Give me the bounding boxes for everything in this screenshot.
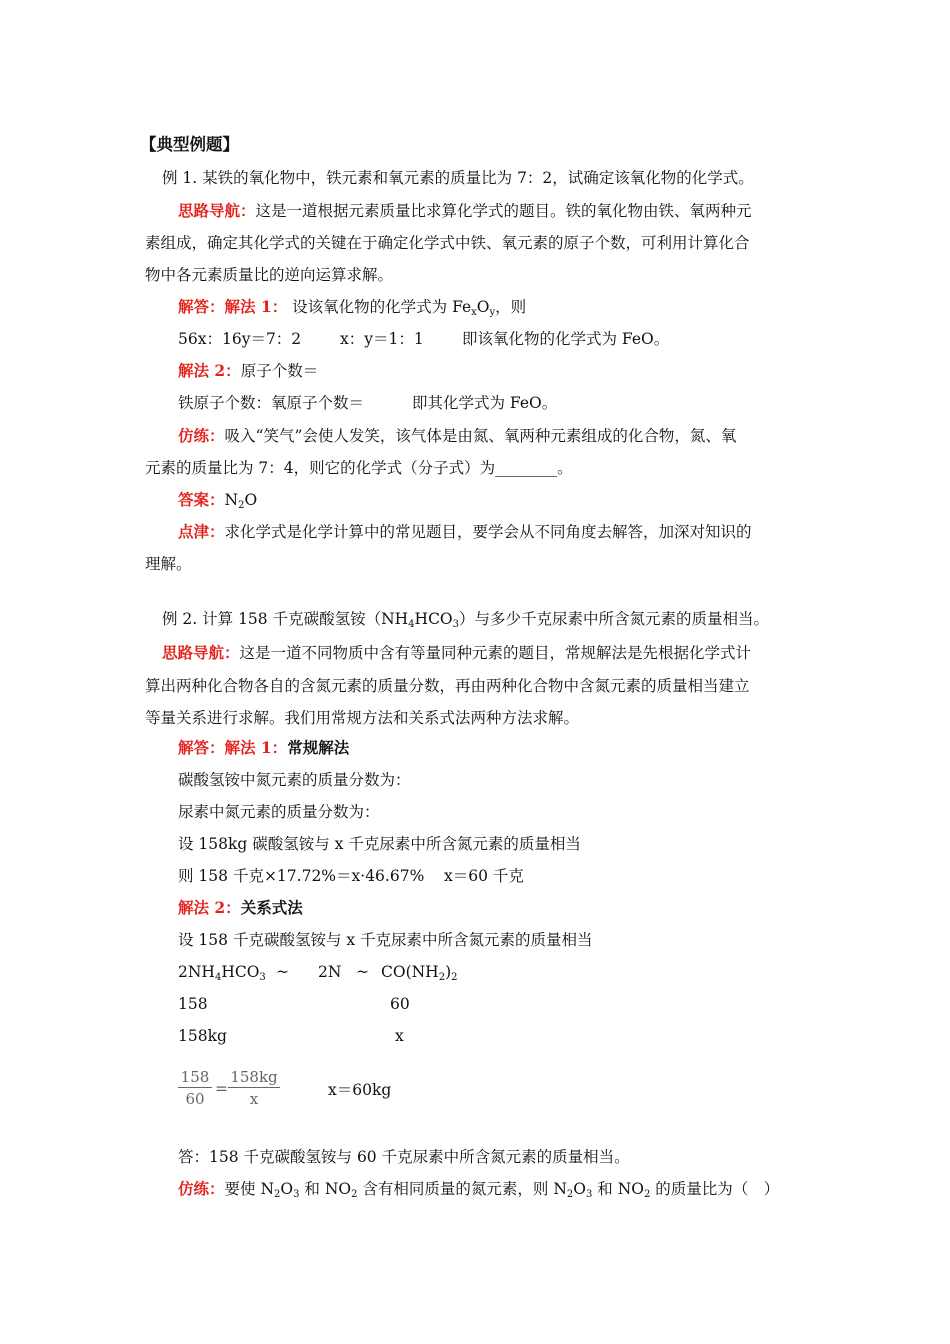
practice-2 xyxy=(178,1179,779,1199)
key-label: 答案： xyxy=(178,490,225,509)
subscript: 2 xyxy=(274,1189,281,1200)
formula-text: ) xyxy=(445,963,452,981)
fraction-numerator: 158 xyxy=(178,1068,212,1088)
relation-tilde-1: ~ xyxy=(276,963,289,981)
subscript: 3 xyxy=(452,619,460,630)
method-1-text: 设该氧化物的化学式为 Fe xyxy=(292,298,472,316)
method-2-label: 解法 2： xyxy=(178,898,241,917)
practice-label: 仿练： xyxy=(178,426,225,445)
subscript: 2 xyxy=(644,1189,651,1200)
relation-tilde-2: ~ xyxy=(356,963,369,981)
relation-actual-right: x xyxy=(395,1027,404,1045)
example-1-guide-line-2: 素组成，确定其化学式的关键在于确定化学式中铁、氧元素的原子个数，可利用计算化合 xyxy=(145,234,750,252)
tip-line-1 xyxy=(178,522,752,542)
calc-result: x：y＝1：1 xyxy=(340,330,424,348)
subscript: 3 xyxy=(586,1189,593,1200)
method-2-assumption: 设 158 千克碳酸氢铵与 x 千克尿素中所含氮元素的质量相当 xyxy=(178,931,593,949)
fraction-numerator: 158kg xyxy=(228,1068,280,1088)
relation-mass-left: 158 xyxy=(178,995,208,1013)
section-title: 【典型例题】 xyxy=(140,135,239,154)
fraction-denominator: x xyxy=(249,1090,259,1108)
method-2-name: 关系式法 xyxy=(240,898,303,917)
example-1-guide-line-1 xyxy=(178,201,752,221)
fraction-left xyxy=(178,1068,212,1108)
example-2-method-1 xyxy=(178,738,349,758)
method-2-text: 原子个数＝ xyxy=(240,362,319,380)
practice-text: 吸入“笑气”会使人发笑，该气体是由氮、氧两种元素组成的化合物，氮、氧 xyxy=(224,427,737,445)
subscript: 2 xyxy=(566,1189,574,1200)
question-text: ）与多少千克尿素中所含氮元素的质量相当。 xyxy=(459,610,770,628)
example-2-guide-line-1 xyxy=(162,643,751,663)
calc-conclusion: 即该氧化物的化学式为 FeO。 xyxy=(462,330,670,348)
practice-1-line-1 xyxy=(178,426,736,446)
relation-formula-mid: 2N xyxy=(318,963,342,981)
step-urea-fraction: 尿素中氮元素的质量分数为： xyxy=(178,803,380,821)
example-2-question xyxy=(162,609,769,629)
fraction-result: x＝60kg xyxy=(328,1081,392,1099)
example-1-guide-line-3: 物中各元素质量比的逆向运算求解。 xyxy=(145,266,394,284)
guide-text: 这是一道根据元素质量比求算化学式的题目。铁的氧化物由铁、氧两种元 xyxy=(255,202,752,220)
subscript: 3 xyxy=(259,972,266,983)
relation-formula-right xyxy=(381,962,458,982)
example-2-guide-line-2: 算出两种化合物各自的含氮元素的质量分数，再由两种化合物中含氮元素的质量相当建立 xyxy=(145,677,750,695)
subscript: y xyxy=(489,307,496,318)
guide-label: 思路导航： xyxy=(178,201,256,220)
example-1-method-2 xyxy=(178,361,318,381)
subscript: 2 xyxy=(451,972,458,983)
practice-text: 含有相同质量的氮元素，则 N xyxy=(357,1180,567,1198)
example-1-question: 例 1. 某铁的氧化物中，铁元素和氧元素的质量比为 7：2，试确定该氧化物的化学式。 xyxy=(162,169,754,187)
atom-ratio-conclusion: 即其化学式为 FeO。 xyxy=(412,394,558,412)
step-assumption: 设 158kg 碳酸氢铵与 x 千克尿素中所含氮元素的质量相当 xyxy=(178,835,581,853)
subscript: 2 xyxy=(238,500,245,511)
relation-actual-left: 158kg xyxy=(178,1027,227,1045)
formula-text: CO(NH xyxy=(381,963,439,981)
subscript: 4 xyxy=(408,619,415,630)
formula-n: N xyxy=(224,491,239,509)
example-2-method-2 xyxy=(178,898,303,918)
calc-ratio: 56x：16y＝7：2 xyxy=(178,330,302,348)
practice-text: 要使 N xyxy=(224,1180,275,1198)
method-2-label: 解法 2： xyxy=(178,361,241,380)
tip-label: 点津： xyxy=(178,522,225,541)
oxygen-symbol: O xyxy=(476,298,490,316)
relation-mass-right: 60 xyxy=(390,995,410,1013)
atom-ratio: 铁原子个数：氧原子个数＝ xyxy=(178,394,365,412)
step-equation: 则 158 千克×17.72%＝x·46.67% xyxy=(178,867,425,885)
fraction-right xyxy=(228,1068,280,1108)
step-result: x＝60 千克 xyxy=(444,867,524,885)
practice-text: O xyxy=(573,1180,586,1198)
practice-1-line-2: 元素的质量比为 7：4，则它的化学式（分子式）为________。 xyxy=(145,459,573,477)
subscript: x xyxy=(471,307,477,318)
answer-label: 解答： xyxy=(178,297,225,316)
guide-text: 这是一道不同物质中含有等量同种元素的题目，常规解法是先根据化学式计 xyxy=(239,644,752,662)
method-1-label: 解法 1： xyxy=(224,297,288,316)
example-1-method-1 xyxy=(178,297,526,317)
guide-label: 思路导航： xyxy=(162,643,240,662)
tip-line-2: 理解。 xyxy=(145,555,192,573)
formula-text: 2NH xyxy=(178,963,215,981)
answer-method-1-label: 解答：解法 1： xyxy=(178,738,288,757)
method-1-text-end: ，则 xyxy=(495,298,527,316)
subscript: 3 xyxy=(293,1189,300,1200)
practice-text: O xyxy=(280,1180,294,1198)
final-answer: 答：158 千克碳酸氢铵与 60 千克尿素中所含氮元素的质量相当。 xyxy=(178,1148,630,1166)
practice-label: 仿练： xyxy=(178,1179,225,1198)
example-2-guide-line-3: 等量关系进行求解。我们用常规方法和关系式法两种方法求解。 xyxy=(145,709,580,727)
practice-1-answer xyxy=(178,490,257,510)
step-bicarbonate-fraction: 碳酸氢铵中氮元素的质量分数为： xyxy=(178,771,411,789)
practice-text: 的质量比为（ ） xyxy=(650,1180,780,1198)
subscript: 2 xyxy=(438,972,446,983)
fraction-denominator: 60 xyxy=(185,1090,205,1108)
subscript: 4 xyxy=(214,972,222,983)
formula-text: HCO xyxy=(221,963,260,981)
practice-text: 和 NO xyxy=(592,1180,644,1198)
practice-text: 和 NO xyxy=(299,1180,352,1198)
equals-sign: = xyxy=(215,1080,228,1098)
formula-o: O xyxy=(244,491,258,509)
question-text: HCO xyxy=(414,610,453,628)
subscript: 2 xyxy=(351,1189,358,1200)
relation-formula-left xyxy=(178,962,266,982)
tip-text: 求化学式是化学计算中的常见题目，要学会从不同角度去解答，加深对知识的 xyxy=(224,523,752,541)
method-1-name: 常规解法 xyxy=(287,738,350,757)
question-text: 例 2. 计算 158 千克碳酸氢铵（NH xyxy=(162,610,409,628)
